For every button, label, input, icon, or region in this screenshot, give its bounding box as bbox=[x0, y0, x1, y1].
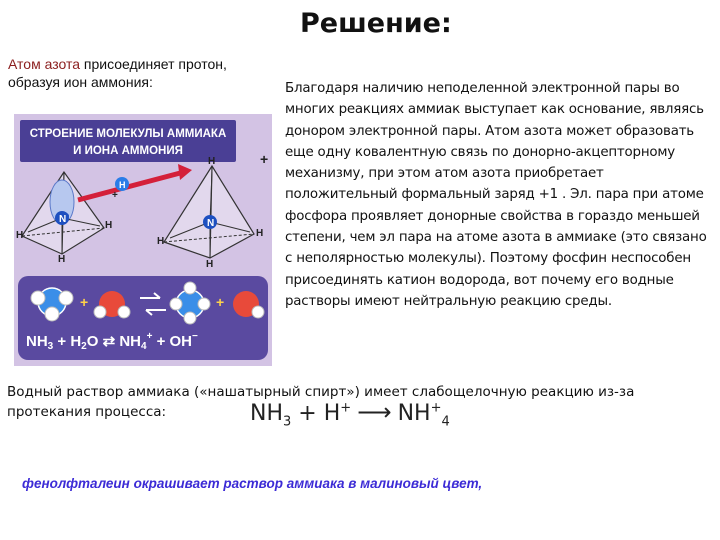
ammonium-charge: + bbox=[260, 151, 269, 167]
h-atom-right-3: H bbox=[206, 259, 214, 270]
proton-h: H bbox=[119, 180, 126, 190]
h-atom-right-1: H bbox=[157, 236, 165, 247]
page-title: Решение: bbox=[300, 8, 452, 39]
phenolphthalein-note: фенолфталеин окрашивает раствор аммиака в малиновый цвет, bbox=[22, 476, 483, 491]
h-atom-right-2: H bbox=[256, 228, 264, 239]
h-atom-right-top: H bbox=[208, 156, 216, 167]
reaction-arrow: ⟶ bbox=[357, 398, 392, 426]
reaction-nh4-charge: + bbox=[430, 400, 442, 416]
reaction-h: + H bbox=[291, 401, 341, 426]
n-atom-right: N bbox=[207, 218, 215, 229]
intro-text bbox=[8, 55, 270, 91]
bottom-paragraph: Водный раствор аммиака («нашатырный спирт») имеет слабощелочную реакцию из-за протекания процесса: bbox=[7, 384, 635, 420]
explanation-paragraph: Благодаря наличию неподеленной электронной пары во многих реакциях аммиак выступает как основание, являясь донором электронной пары. Атом азота может образовать еще одну ковалентную связь по донорно-акцепторному механизму, при этом атом азота приобретает положительный формальный заряд +1 . Эл. пара при атоме фосфора проявляет донорные свойства в гораздо меньшей степени, чем эл пара на атоме азота в аммиаке (это связано с неполярностью молекулы). Поэтому фосфин неспособен присоединять катион водорода, вот почему его водные растворы имеют нейтральную реакцию среды. bbox=[285, 81, 707, 309]
ammonia-structure-figure bbox=[14, 114, 272, 366]
h-atom-left-1: H bbox=[16, 230, 24, 241]
reaction-equation bbox=[250, 398, 450, 429]
h-atom-left-2: H bbox=[105, 220, 113, 231]
ammonia-molecule bbox=[16, 172, 112, 265]
n-atom-left: N bbox=[59, 214, 67, 225]
reaction-sub3: 3 bbox=[283, 414, 292, 430]
intro-highlight: Атом азота bbox=[8, 56, 80, 72]
figure-heading-line2: И ИОНА АММОНИЯ bbox=[73, 145, 183, 157]
proton-approach bbox=[78, 164, 192, 201]
ammonia-structure-svg bbox=[14, 114, 272, 366]
balls-plus-2: + bbox=[216, 294, 225, 310]
reaction-sub4: 4 bbox=[441, 414, 450, 430]
balls-plus-1: + bbox=[80, 294, 89, 310]
intro-rest: присоединяет протон, образуя ион аммония: bbox=[8, 56, 227, 90]
figure-heading-line1: СТРОЕНИЕ МОЛЕКУЛЫ АММИАКА bbox=[29, 128, 227, 140]
explanation-text bbox=[285, 78, 710, 312]
figure-equation: $NH_3 + H_2O$ ⇄ $NH_4^+ + OH^-$ bbox=[26, 331, 198, 352]
reaction-nh: NH bbox=[250, 401, 283, 426]
reaction-nh4: NH bbox=[397, 401, 431, 426]
reaction-h-charge: + bbox=[340, 400, 352, 416]
h-atom-left-3: H bbox=[58, 254, 66, 265]
proton-plus: + bbox=[112, 190, 118, 201]
ammonium-ion bbox=[157, 151, 268, 270]
